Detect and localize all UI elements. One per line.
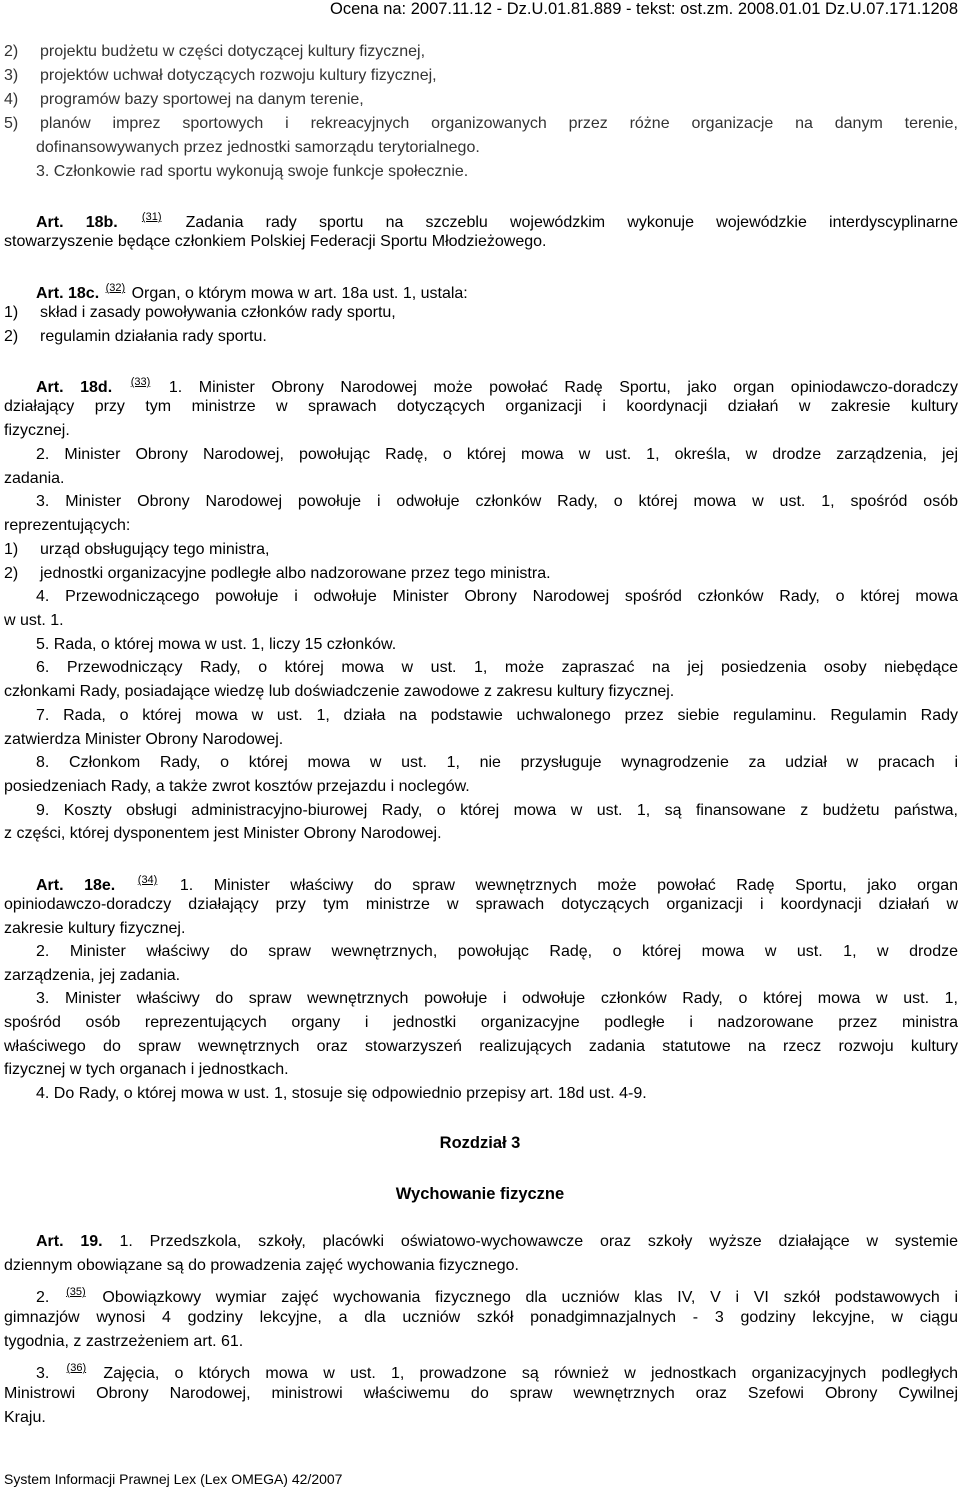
paragraph-line: zatwierdza Minister Obrony Narodowej. [4,731,284,748]
paragraph-line: gimnazjów wynosi 4 godziny lekcyjne, a dla uczniów szkół ponadgimnazjalnych - 3 godziny lekcyjne, w ciągu [4,1309,958,1326]
page-header: Ocena na: 2007.11.12 - Dz.U.01.81.889 - tekst: ost.zm. 2008.01.01 Dz.U.07.171.1208 [330,0,958,18]
paragraph-line: tygodnia, z zastrzeżeniem art. 61. [4,1333,244,1350]
paragraph-line: z części, której dysponentem jest Minister Obrony Narodowej. [4,825,442,842]
list-item: 3) projektów uchwał dotyczących rozwoju kultury fizycznej, [4,67,437,84]
paragraph-line: zakresie kultury fizycznej. [4,920,186,937]
paragraph-line: dziennym obowiązane są do prowadzenia zajęć wychowania fizycznego. [4,1257,519,1274]
paragraph-line: 2. Minister właściwy do spraw wewnętrznych, powołując Radę, o której mowa w ust. 1, w drodze [36,943,958,960]
footnote-ref[interactable]: (34) [137,874,158,886]
article-19: Art. 19. 1. Przedszkola, szkoły, placówki oświatowo-wychowawcze oraz szkoły wyższe działające w systemie [36,1233,958,1250]
paragraph-line: właściwego do spraw wewnętrznych oraz stowarzyszeń realizujących zadania statutowe na rzecz rozwoju kultury [4,1038,958,1055]
paragraph: 3. Członkowie rad sportu wykonują swoje funkcje społecznie. [36,163,469,180]
paragraph-line: 4. Przewodniczącego powołuje i odwołuje Minister Obrony Narodowej spośród członków Rady, o której mowa [36,588,958,605]
paragraph-line: fizycznej w tych organach i jednostkach. [4,1061,289,1078]
paragraph-line: zadania. [4,470,65,487]
list-item: 5) planów imprez sportowych i rekreacyjnych organizowanych przez różne organizacje na danym terenie, [4,115,958,132]
article-18d: Art. 18d. $^{(33)}$ 1. Minister Obrony Narodowej może powołać Radę Sportu, jako organ opiniodawczo-doradczy [36,376,958,396]
paragraph-line: 2. $^{(35)}$ Obowiązkowy wymiar zajęć wychowania fizycznego dla uczniów klas IV, V i VI szkół podstawowych i [36,1286,959,1306]
article-18c: Art. 18c. $^{(32)}$ Organ, o którym mowa w art. 18a ust. 1, ustala: [36,282,468,302]
paragraph-line: stowarzyszenie będące członkiem Polskiej Federacji Sportu Młodzieżowego. [4,233,547,250]
paragraph-line: zarządzenia, jej zadania. [4,967,181,984]
footnote-ref[interactable]: (36) [66,1362,87,1374]
paragraph-line: 3. Minister Obrony Narodowej powołuje i odwołuje członków Rady, o której mowa w ust. 1, spośród osób [36,493,958,510]
list-item: 4) programów bazy sportowej na danym terenie, [4,91,364,108]
chapter-heading: Rozdział 3 [439,1134,521,1152]
paragraph-line: 3. Minister właściwy do spraw wewnętrznych powołuje i odwołuje członków Rady, o której mowa w ust. 1, [36,990,958,1007]
article-label: Art. 18b. [36,214,118,231]
list-item: 2) jednostki organizacyjne podległe albo nadzorowane przez tego ministra. [4,565,551,582]
paragraph-line: spośród osób reprezentujących organy i jednostki organizacyjne podległe i nadzorowane przez ministra [4,1014,958,1031]
footnote-ref[interactable]: (32) [105,282,126,294]
paragraph-line: 3. $^{(36)}$ Zajęcia, o których mowa w ust. 1, prowadzone są również w jednostkach organizacyjnych podległych [36,1362,959,1382]
paragraph-line: działający przy tym ministrze w sprawach dotyczących organizacji i koordynacji działań w zakresie kultury [4,398,958,415]
paragraph-line: opiniodawczo-doradczy działający przy tym ministrze w sprawach dotyczących organizacji i koordynacji działań w [4,896,958,913]
page-footer: System Informacji Prawnej Lex (Lex OMEGA) 42/2007 [4,1471,343,1487]
article-18b: Art. 18b. $^{(31)}$ Zadania rady sportu na szczeblu wojewódzkim wykonuje wojewódzkie interdyscyplinarne [36,211,958,231]
article-18e: Art. 18e. $^{(34)}$ 1. Minister właściwy do spraw wewnętrznych może powołać Radę Sportu, jako organ [36,874,959,894]
paragraph-line: w ust. 1. [4,612,64,629]
paragraph-line: 7. Rada, o której mowa w ust. 1, działa na podstawie uchwalonego przez siebie regulaminu. Regulamin Rady [36,707,958,724]
paragraph-line: 2. Minister Obrony Narodowej, powołując Radę, o której mowa w ust. 1, określa, w drodze zarządzenia, jej [36,446,958,463]
paragraph-line: reprezentujących: [4,517,131,534]
footnote-ref[interactable]: (33) [130,376,151,388]
paragraph-line: 5. Rada, o której mowa w ust. 1, liczy 15 członków. [36,636,397,653]
list-item: 1) urząd obsługujący tego ministra, [4,541,270,558]
paragraph-line: Ministrowi Obrony Narodowej, ministrowi właściwemu do spraw wewnętrznych oraz Szefowi Obrony Cywilnej [4,1385,958,1402]
list-item-continued: dofinansowywanych przez jednostki samorządu terytorialnego. [36,139,480,156]
paragraph-line: 9. Koszty obsługi administracyjno-biurowej Rady, o której mowa w ust. 1, są finansowane z budżetu państwa, [36,802,958,819]
list-item: 2) projektu budżetu w części dotyczącej kultury fizycznej, [4,43,426,60]
paragraph-line: 6. Przewodniczący Rady, o której mowa w ust. 1, może zapraszać na jej posiedzenia osoby niebędące [36,659,958,676]
paragraph-line: fizycznej. [4,422,70,439]
paragraph-line: członkami Rady, posiadające wiedzę lub doświadczenie zawodowe z zakresu kultury fizycznej. [4,683,675,700]
paragraph-line: Kraju. [4,1409,46,1426]
list-item: 1) skład i zasady powoływania członków rady sportu, [4,304,396,321]
footnote-ref[interactable]: (35) [66,1286,86,1298]
chapter-title: Wychowanie fizyczne [395,1185,565,1203]
paragraph-line: posiedzeniach Rady, a także zwrot kosztów przejazdu i noclegów. [4,778,470,795]
footnote-ref[interactable]: (31) [141,211,162,223]
list-item: 2) regulamin działania rady sportu. [4,328,267,345]
paragraph-line: 4. Do Rady, o której mowa w ust. 1, stosuje się odpowiednio przepisy art. 18d ust. 4-9. [36,1085,647,1102]
paragraph-line: 8. Członkom Rady, o której mowa w ust. 1, nie przysługuje wynagrodzenie za udział w pracach i [36,754,958,771]
